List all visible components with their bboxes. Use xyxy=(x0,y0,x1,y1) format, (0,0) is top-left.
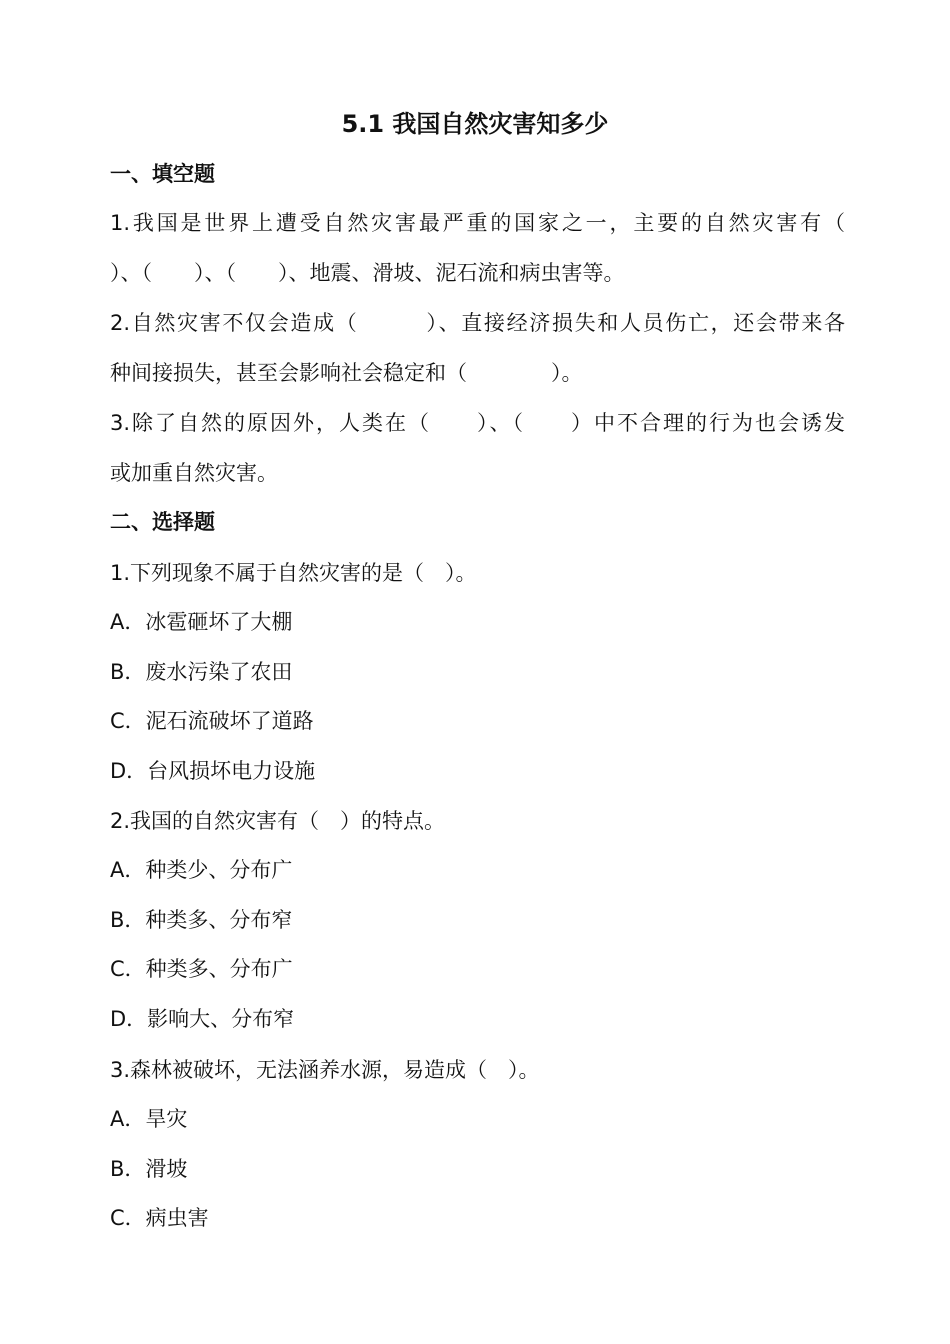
choice-q1-option-d: D．台风损坏电力设施 xyxy=(110,759,316,783)
choice-q1-option-b: B．废水污染了农田 xyxy=(110,660,293,684)
fill-blank-q2-line1: 2.自然灾害不仅会造成（ ）、直接经济损失和人员伤亡，还会带来各 xyxy=(110,311,845,335)
section-heading-multiple-choice: 二、选择题 xyxy=(110,510,215,534)
choice-q2-option-b: B．种类多、分布窄 xyxy=(110,908,293,932)
choice-q3-option-c: C．病虫害 xyxy=(110,1206,209,1230)
fill-blank-q3-line1: 3.除了自然的原因外，人类在（ ）、（ ）中不合理的行为也会诱发 xyxy=(110,411,845,435)
choice-q1-option-a: A．冰雹砸坏了大棚 xyxy=(110,610,293,634)
choice-q2-stem: 2.我国的自然灾害有（ ）的特点。 xyxy=(110,809,446,833)
choice-q2-option-d: D．影响大、分布窄 xyxy=(110,1007,295,1031)
fill-blank-q3-line2: 或加重自然灾害。 xyxy=(110,461,278,485)
page-title: 5.1 我国自然灾害知多少 xyxy=(341,110,609,138)
choice-q2-option-a: A．种类少、分布广 xyxy=(110,858,293,882)
choice-q1-option-c: C．泥石流破坏了道路 xyxy=(110,709,314,733)
fill-blank-q2-line2: 种间接损失，甚至会影响社会稳定和（ ）。 xyxy=(110,361,583,385)
section-heading-fill-blank: 一、填空题 xyxy=(110,162,215,186)
choice-q3-option-a: A．旱灾 xyxy=(110,1107,188,1131)
choice-q1-stem: 1.下列现象不属于自然灾害的是（ ）。 xyxy=(110,561,477,585)
fill-blank-q1-line2: ）、（ ）、（ ）、地震、滑坡、泥石流和病虫害等。 xyxy=(110,261,625,285)
choice-q3-stem: 3.森林被破坏，无法涵养水源，易造成（ ）。 xyxy=(110,1058,540,1082)
choice-q2-option-c: C．种类多、分布广 xyxy=(110,957,293,981)
choice-q3-option-b: B．滑坡 xyxy=(110,1157,188,1181)
fill-blank-q1-line1: 1.我国是世界上遭受自然灾害最严重的国家之一，主要的自然灾害有（ xyxy=(110,211,845,235)
